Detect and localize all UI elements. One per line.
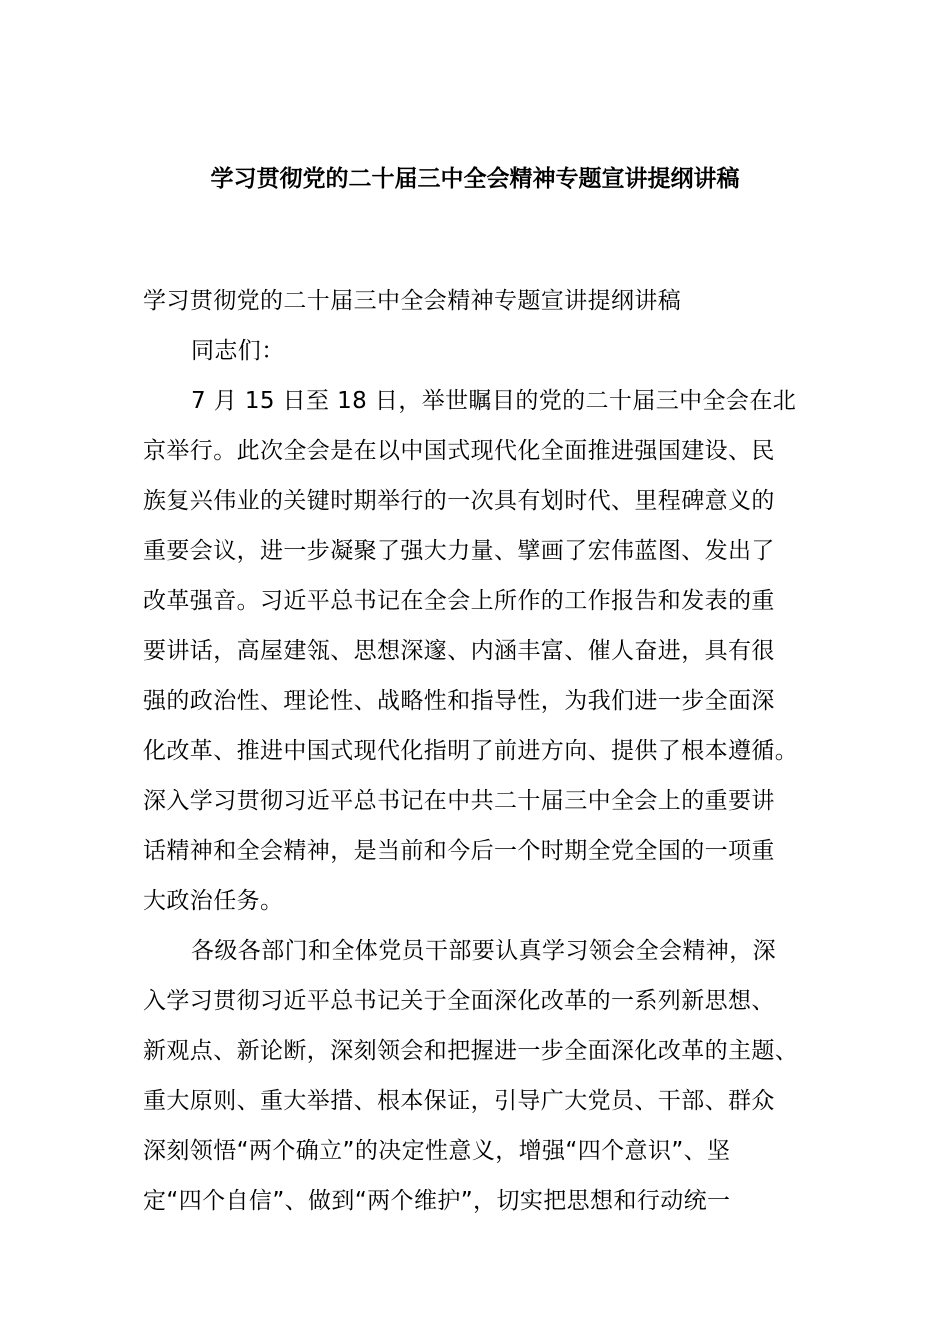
- body-line: 改革强音。习近平总书记在全会上所作的工作报告和发表的重: [143, 588, 775, 614]
- document-body: [143, 276, 833, 1226]
- body-line: 新观点、新论断，深刻领会和把握进一步全面深化改革的主题、: [143, 1038, 799, 1064]
- body-line: 7 月 15 日至 18 日，举世瞩目的党的二十届三中全会在北: [191, 388, 797, 414]
- body-line: 话精神和全会精神，是当前和今后一个时期全党全国的一项重: [143, 838, 775, 864]
- body-line: 学习贯彻党的二十届三中全会精神专题宣讲提纲讲稿: [143, 288, 682, 314]
- body-line: 重要会议，进一步凝聚了强大力量、擘画了宏伟蓝图、发出了: [143, 538, 775, 564]
- body-line: 各级各部门和全体党员干部要认真学习领会全会精神，深: [191, 938, 776, 964]
- body-line: 化改革、推进中国式现代化指明了前进方向、提供了根本遵循。: [143, 738, 799, 764]
- document-title: 学习贯彻党的二十届三中全会精神专题宣讲提纲讲稿: [210, 166, 740, 192]
- body-line: 重大原则、重大举措、根本保证，引导广大党员、干部、群众: [143, 1088, 775, 1114]
- body-line: 深刻领悟“两个确立”的决定性意义，增强“四个意识”、坚: [143, 1138, 731, 1164]
- body-line: 深入学习贯彻习近平总书记在中共二十届三中全会上的重要讲: [143, 788, 775, 814]
- body-line: 定“四个自信”、做到“两个维护”，切实把思想和行动统一: [143, 1188, 731, 1214]
- body-line: 强的政治性、理论性、战略性和指导性，为我们进一步全面深: [143, 688, 775, 714]
- body-line: 京举行。此次全会是在以中国式现代化全面推进强国建设、民: [143, 438, 775, 464]
- body-line: 大政治任务。: [143, 888, 284, 914]
- body-line: 族复兴伟业的关键时期举行的一次具有划时代、里程碑意义的: [143, 488, 775, 514]
- body-line: 要讲话，高屋建瓴、思想深邃、内涵丰富、催人奋进，具有很: [143, 638, 775, 664]
- salutation: 同志们：: [191, 338, 285, 364]
- body-line: 入学习贯彻习近平总书记关于全面深化改革的一系列新思想、: [143, 988, 775, 1014]
